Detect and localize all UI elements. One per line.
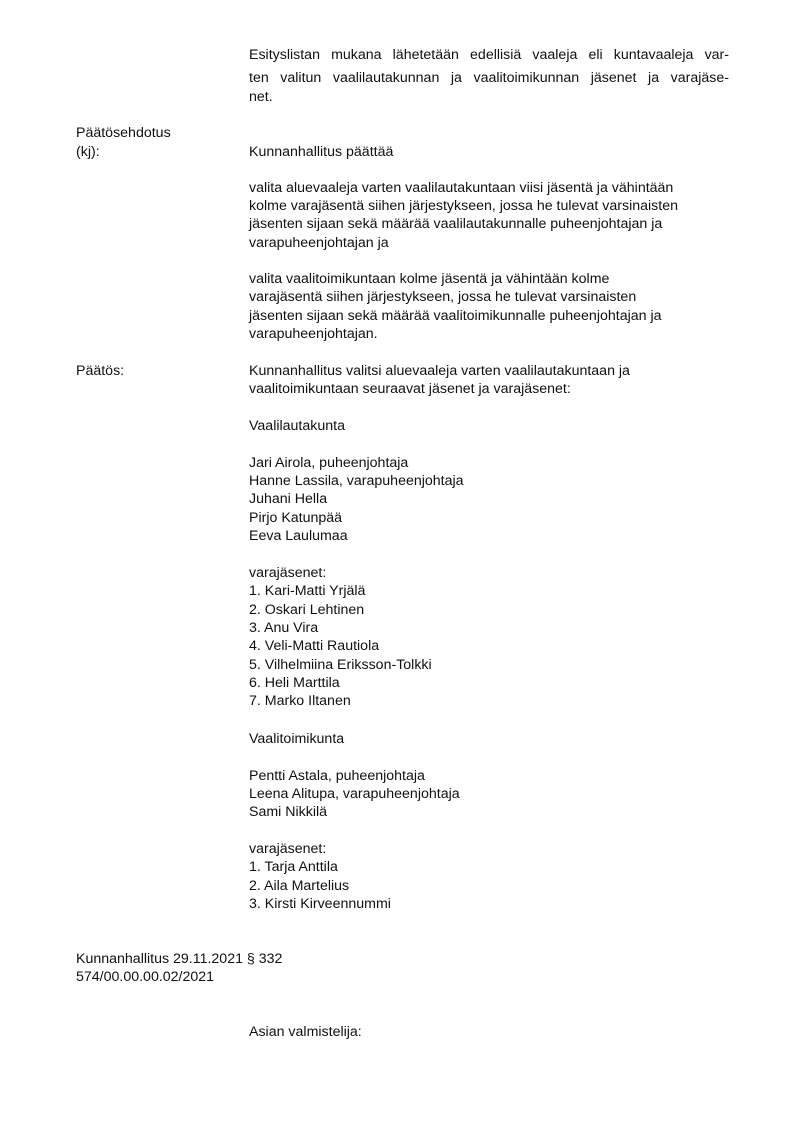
board-member: Jari Airola, puheenjohtaja	[249, 455, 409, 471]
committee-title: Vaalitoimikunta	[249, 731, 345, 747]
proposal-item2-line-2: varajäsentä siihen järjestykseen, jossa he tulevat varsinaisten	[249, 289, 637, 305]
committee-deputies-label: varajäsenet:	[249, 841, 327, 857]
proposal-item1-line-2: kolme varajäsentä siihen järjestykseen, jossa he tulevat varsinaisten	[249, 198, 678, 214]
committee-deputy: 3. Kirsti Kirveennummi	[249, 896, 391, 912]
proposal-item1-line-3: jäsenten sijaan sekä määrää vaalilautakunnalle puheenjohtajan ja	[249, 216, 663, 232]
decision-intro-line-1: Kunnanhallitus valitsi aluevaaleja varten vaalilautakuntaan ja	[249, 363, 630, 379]
intro-line-2: ten valitun vaalilautakunnan ja vaalitoimikunnan jäsenet ja varajäse-	[249, 70, 729, 86]
proposal-item1-line-4: varapuheenjohtajan ja	[249, 235, 389, 251]
proposal-label: Päätösehdotus	[76, 125, 171, 141]
board-deputy: 5. Vilhelmiina Eriksson-Tolkki	[249, 657, 432, 673]
decision-label: Päätös:	[76, 363, 125, 379]
board-deputy: 6. Heli Marttila	[249, 675, 340, 691]
board-member: Pirjo Katunpää	[249, 510, 343, 526]
proposal-item2-line-4: varapuheenjohtajan.	[249, 326, 378, 342]
board-deputies-label: varajäsenet:	[249, 565, 327, 581]
board-member: Hanne Lassila, varapuheenjohtaja	[249, 473, 464, 489]
preparer-label: Asian valmistelija:	[249, 1024, 362, 1040]
proposal-item1-line-1: valita aluevaaleja varten vaalilautakuntaan viisi jäsentä ja vähintään	[249, 180, 674, 196]
committee-deputy: 1. Tarja Anttila	[249, 859, 338, 875]
board-deputy: 1. Kari-Matti Yrjälä	[249, 583, 366, 599]
proposal-label-sub: (kj):	[76, 144, 100, 160]
board-title: Vaalilautakunta	[249, 418, 345, 434]
committee-member: Pentti Astala, puheenjohtaja	[249, 768, 425, 784]
committee-deputy: 2. Aila Martelius	[249, 878, 350, 894]
proposal-item2-line-3: jäsenten sijaan sekä määrää vaalitoimikunnalle puheenjohtajan ja	[249, 308, 662, 324]
board-deputy: 3. Anu Vira	[249, 620, 319, 636]
committee-member: Leena Alitupa, varapuheenjohtaja	[249, 786, 460, 802]
board-member: Juhani Hella	[249, 491, 328, 507]
board-member: Eeva Laulumaa	[249, 528, 348, 544]
committee-member: Sami Nikkilä	[249, 804, 328, 820]
board-deputy: 7. Marko Iltanen	[249, 693, 351, 709]
board-deputy: 4. Veli-Matti Rautiola	[249, 638, 380, 654]
record-number: 574/00.00.00.02/2021	[76, 969, 215, 985]
intro-line-3: net.	[249, 89, 273, 105]
intro-line-1: Esityslistan mukana lähetetään edellisiä vaaleja eli kuntavaaleja var-	[249, 47, 729, 63]
proposal-opening: Kunnanhallitus päättää	[249, 144, 394, 160]
board-deputy: 2. Oskari Lehtinen	[249, 602, 365, 618]
proposal-item2-line-1: valita vaalitoimikuntaan kolme jäsentä ja vähintään kolme	[249, 271, 610, 287]
meeting-reference: Kunnanhallitus 29.11.2021 § 332	[76, 951, 283, 967]
decision-intro-line-2: vaalitoimikuntaan seuraavat jäsenet ja varajäsenet:	[249, 381, 571, 397]
